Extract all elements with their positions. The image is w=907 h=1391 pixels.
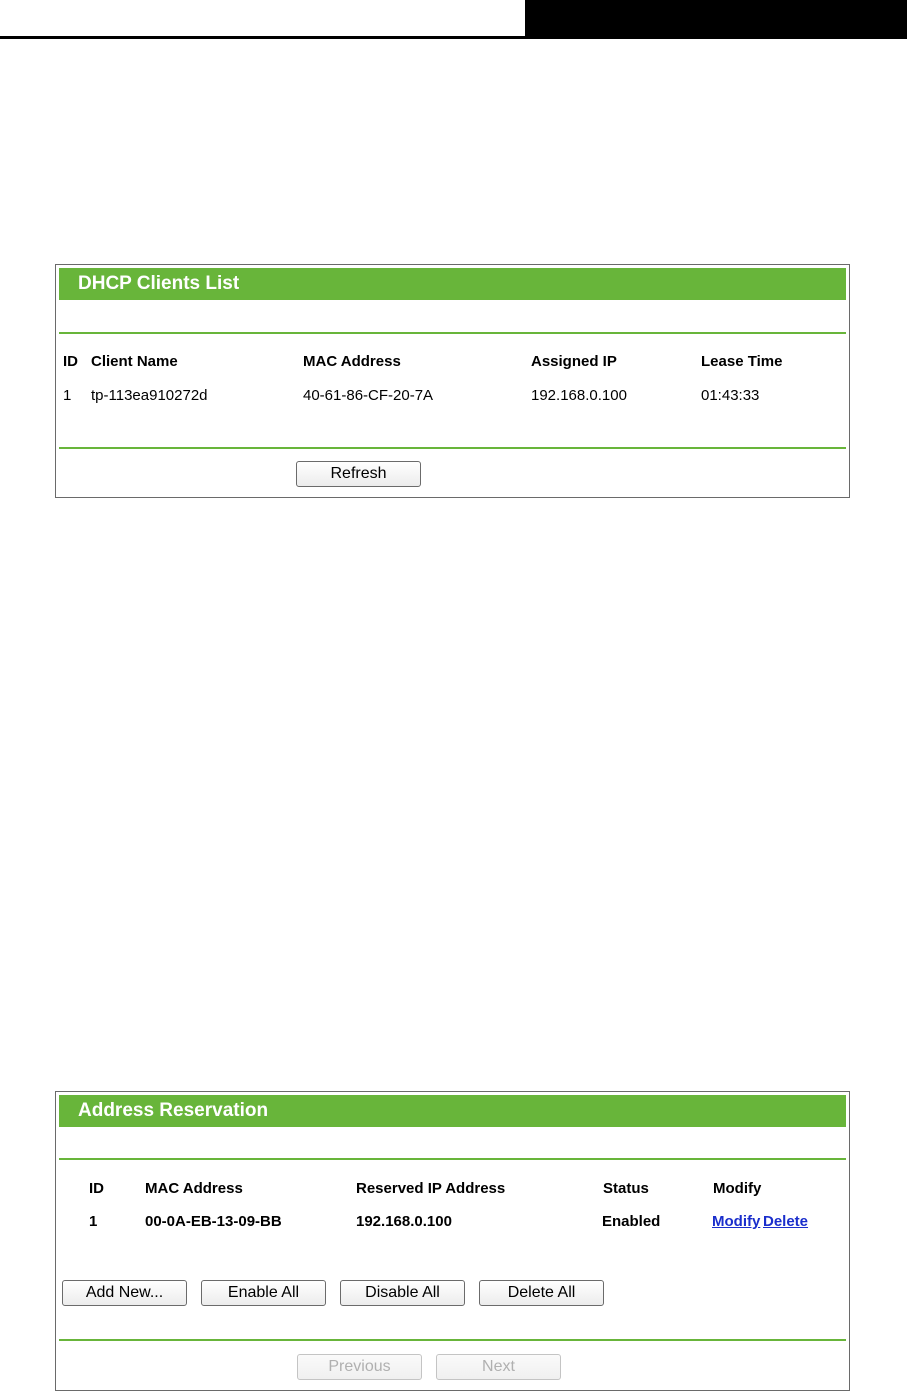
previous-button[interactable]: Previous (297, 1354, 422, 1380)
modify-link[interactable]: Modify (712, 1213, 761, 1230)
next-button[interactable]: Next (436, 1354, 561, 1380)
divider (59, 1158, 846, 1160)
delete-link[interactable]: Delete (763, 1213, 809, 1230)
col-header-reserved-ip: Reserved IP Address (356, 1180, 506, 1197)
divider (59, 332, 846, 334)
dhcp-clients-panel (55, 264, 850, 498)
col-header-mac-address: MAC Address (303, 353, 401, 370)
address-reservation-title: Address Reservation (59, 1095, 846, 1127)
enable-all-button[interactable]: Enable All (201, 1280, 326, 1306)
col-header-assigned-ip: Assigned IP (531, 353, 617, 370)
header-block (525, 0, 907, 39)
header-rule (0, 36, 525, 39)
col-header-id: ID (63, 353, 78, 370)
row-status: Enabled (602, 1213, 661, 1230)
disable-all-button[interactable]: Disable All (340, 1280, 465, 1306)
col-header-status: Status (603, 1180, 649, 1197)
address-reservation-panel (55, 1091, 850, 1391)
row-id: 1 (89, 1213, 98, 1230)
col-header-mac-address: MAC Address (145, 1180, 243, 1197)
dhcp-clients-title: DHCP Clients List (59, 268, 846, 300)
col-header-id: ID (89, 1180, 104, 1197)
delete-all-button[interactable]: Delete All (479, 1280, 604, 1306)
refresh-button[interactable]: Refresh (296, 461, 421, 487)
divider (59, 1339, 846, 1341)
col-header-lease-time: Lease Time (701, 353, 783, 370)
row-mac-address: 40-61-86-CF-20-7A (303, 387, 434, 404)
row-assigned-ip: 192.168.0.100 (531, 387, 627, 404)
divider (59, 447, 846, 449)
add-new-button[interactable]: Add New... (62, 1280, 187, 1306)
row-client-name: tp-113ea910272d (91, 387, 208, 404)
col-header-modify: Modify (713, 1180, 762, 1197)
row-reserved-ip: 192.168.0.100 (356, 1213, 452, 1230)
row-id: 1 (63, 387, 72, 404)
col-header-client-name: Client Name (91, 353, 178, 370)
row-lease-time: 01:43:33 (701, 387, 760, 404)
row-mac-address: 00-0A-EB-13-09-BB (145, 1213, 282, 1230)
